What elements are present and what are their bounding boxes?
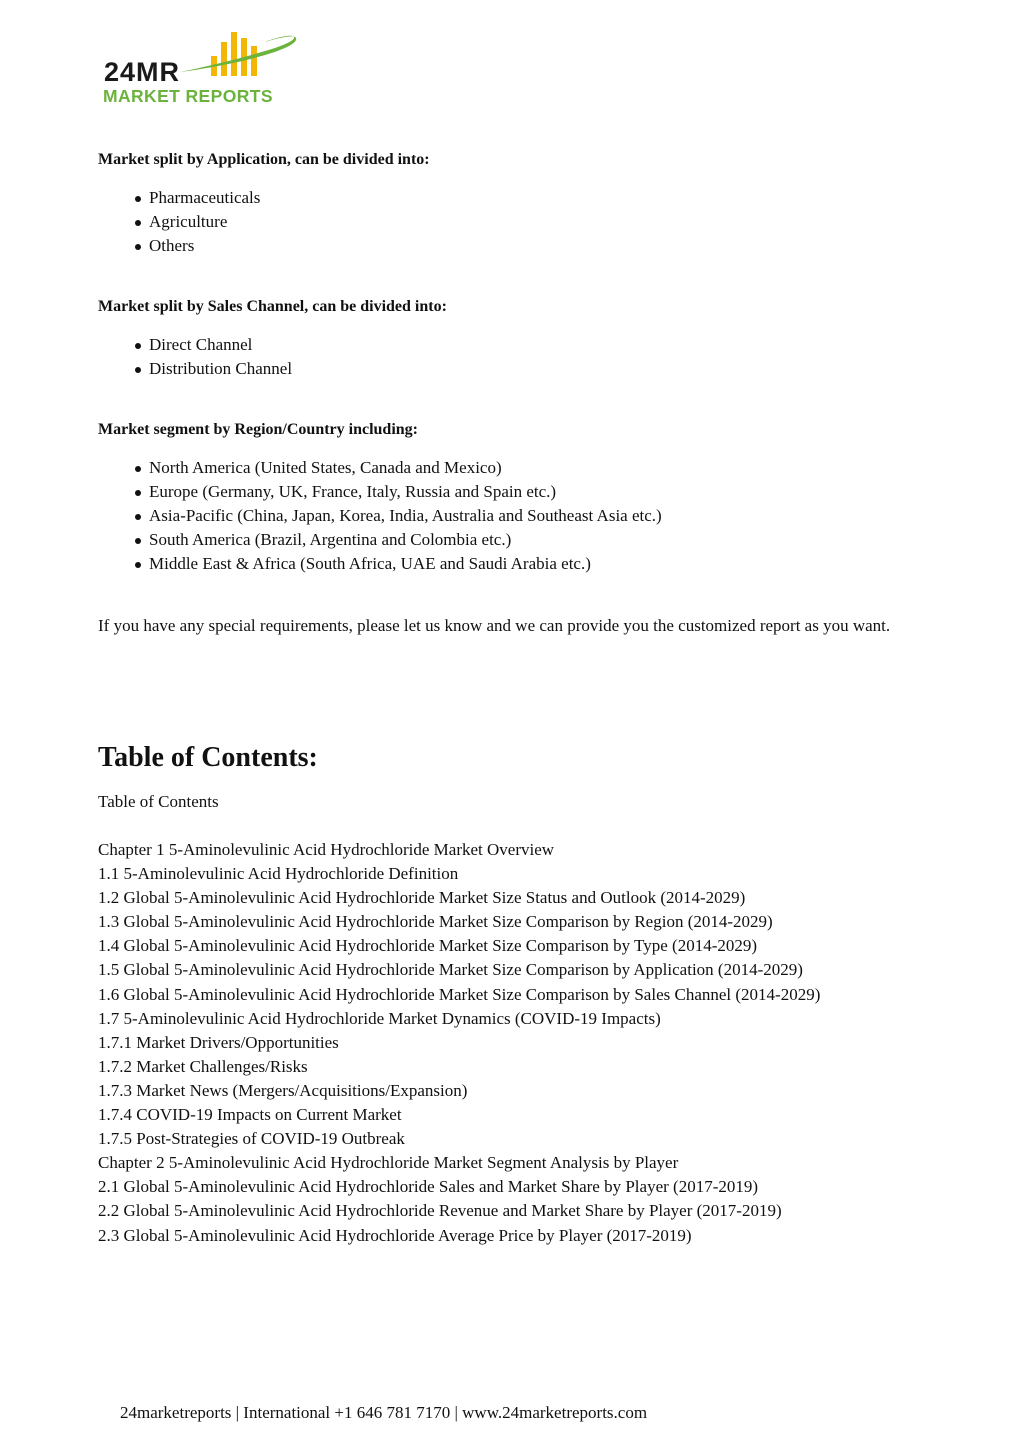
toc-line: Chapter 2 5-Aminolevulinic Acid Hydrochloride Market Segment Analysis by Player <box>98 1153 679 1173</box>
application-heading: Market split by Application, can be divided into: <box>98 151 430 168</box>
logo-text-24mr: 24MR <box>104 57 181 87</box>
toc-line: Chapter 1 5-Aminolevulinic Acid Hydrochloride Market Overview <box>98 840 555 859</box>
custom-report-note: If you have any special requirements, please let us know and we can provide you the customized report as you want. <box>98 616 891 635</box>
logo-text-market-reports: MARKET REPORTS <box>103 86 273 106</box>
toc-line: 2.2 Global 5-Aminolevulinic Acid Hydrochloride Revenue and Market Share by Player (2017-2019) <box>98 1201 782 1221</box>
toc-line: 1.1 5-Aminolevulinic Acid Hydrochloride Definition <box>98 864 459 884</box>
company-logo <box>100 26 310 112</box>
sales-channel-list <box>98 333 928 381</box>
document-content <box>98 148 928 1248</box>
list-item: Asia-Pacific (China, Japan, Korea, India, Australia and Southeast Asia etc.) <box>149 504 928 528</box>
toc-line: 1.7.1 Market Drivers/Opportunities <box>98 1032 339 1052</box>
list-item: Pharmaceuticals <box>149 186 928 210</box>
toc-line: 1.7.3 Market News (Mergers/Acquisitions/Expansion) <box>98 1080 468 1100</box>
application-list <box>98 186 928 258</box>
list-item: Direct Channel <box>149 333 928 357</box>
toc-line: 2.3 Global 5-Aminolevulinic Acid Hydrochloride Average Price by Player (2017-2019) <box>98 1225 692 1245</box>
toc-line: 1.5 Global 5-Aminolevulinic Acid Hydrochloride Market Size Comparison by Application (2014-2029) <box>98 960 803 980</box>
sales-channel-heading: Market split by Sales Channel, can be divided into: <box>98 298 447 315</box>
region-list <box>98 456 928 576</box>
toc-line: 1.7.2 Market Challenges/Risks <box>98 1056 308 1076</box>
list-item: Europe (Germany, UK, France, Italy, Russia and Spain etc.) <box>149 480 928 504</box>
toc-line: 1.7 5-Aminolevulinic Acid Hydrochloride Market Dynamics (COVID-19 Impacts) <box>98 1008 661 1028</box>
list-item: Middle East & Africa (South Africa, UAE and Saudi Arabia etc.) <box>149 552 928 576</box>
toc-line: 1.2 Global 5-Aminolevulinic Acid Hydrochloride Market Size Status and Outlook (2014-2029) <box>98 888 746 908</box>
page-footer: 24marketreports | International +1 646 781 7170 | www.24marketreports.com <box>120 1403 648 1422</box>
list-item: South America (Brazil, Argentina and Colombia etc.) <box>149 528 928 552</box>
region-heading: Market segment by Region/Country including: <box>98 421 418 438</box>
toc-subtitle: Table of Contents <box>98 792 219 811</box>
toc-line: 1.7.5 Post-Strategies of COVID-19 Outbreak <box>98 1129 405 1149</box>
toc-line: 1.3 Global 5-Aminolevulinic Acid Hydrochloride Market Size Comparison by Region (2014-2029) <box>98 912 773 932</box>
list-item: Distribution Channel <box>149 357 928 381</box>
toc-list <box>98 838 928 1248</box>
toc-line: 2.1 Global 5-Aminolevulinic Acid Hydrochloride Sales and Market Share by Player (2017-2019) <box>98 1177 759 1197</box>
list-item: Others <box>149 234 928 258</box>
toc-line: 1.7.4 COVID-19 Impacts on Current Market <box>98 1105 402 1125</box>
toc-line: 1.4 Global 5-Aminolevulinic Acid Hydrochloride Market Size Comparison by Type (2014-2029) <box>98 936 758 956</box>
list-item: Agriculture <box>149 210 928 234</box>
toc-title: Table of Contents: <box>98 742 318 773</box>
list-item: North America (United States, Canada and Mexico) <box>149 456 928 480</box>
toc-line: 1.6 Global 5-Aminolevulinic Acid Hydrochloride Market Size Comparison by Sales Channel (2014-2029) <box>98 984 821 1004</box>
